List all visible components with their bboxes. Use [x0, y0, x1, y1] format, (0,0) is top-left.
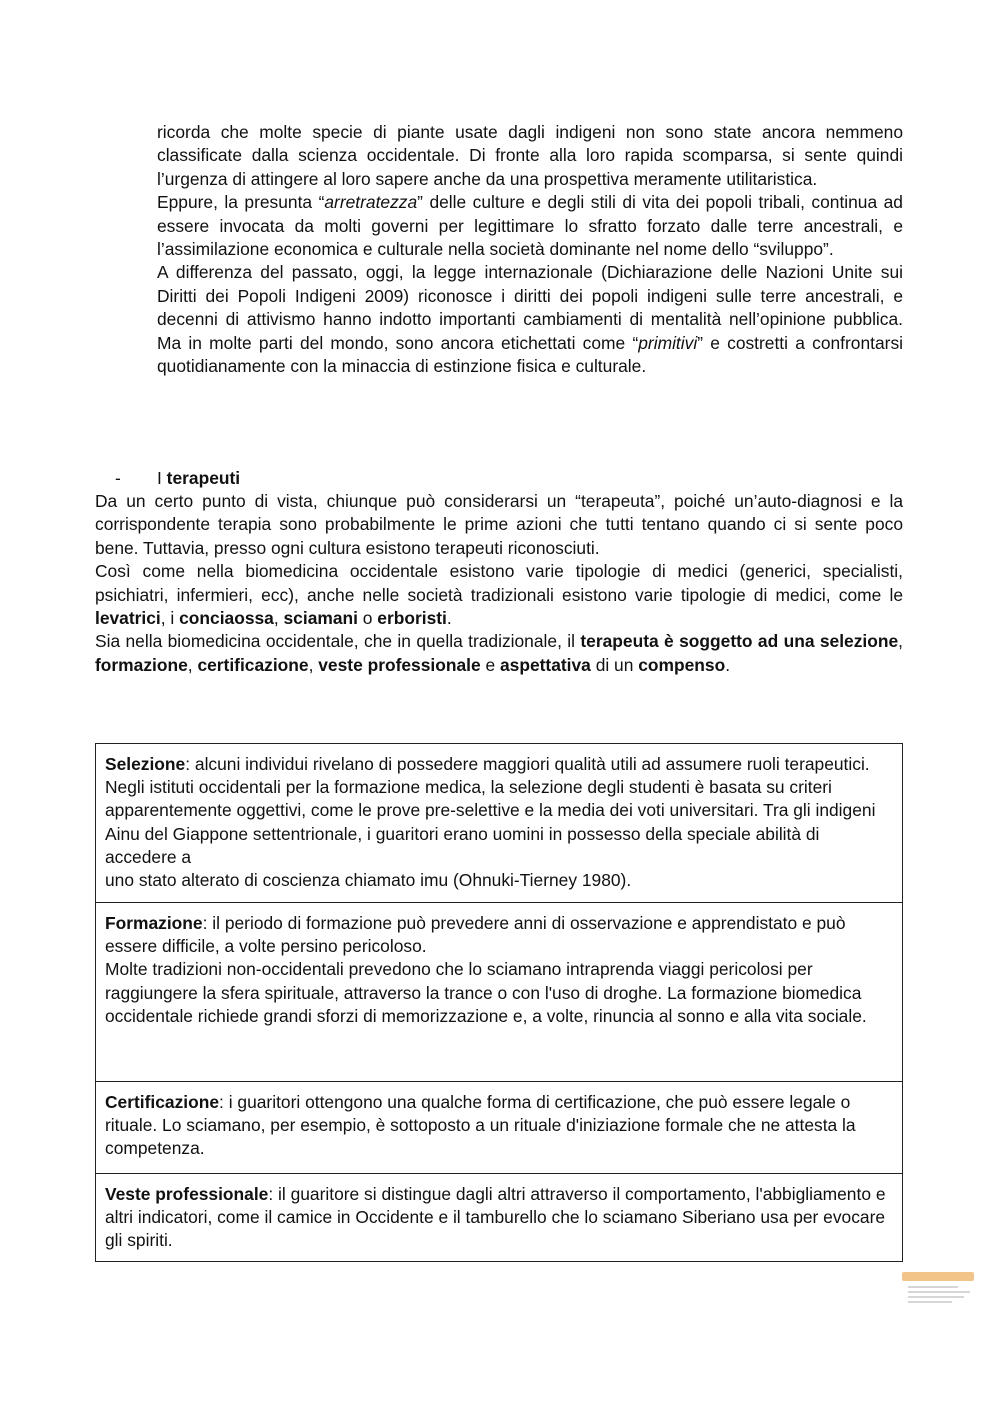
main-section [95, 490, 903, 677]
indented-paragraph-2 [157, 191, 903, 261]
text-span: di un [590, 654, 639, 675]
text-span: A differenza del passato, oggi, la legge internazionale (Dichiarazione delle Nazioni Unite sui Diritti dei Popoli Indigeni 2009) riconosce i diritti dei popoli indigeni sulle terre ancestrali, e decenni di attivismo hanno indotto importanti cambiamenti di mentalità nell’opinione pubblica. Ma in molte parti del mondo, sono ancora etichettati come “ [157, 262, 903, 353]
bold-term: aspettativa [500, 654, 591, 675]
text-span: o [357, 608, 378, 629]
bold-term: veste professionale [318, 654, 481, 675]
main-paragraph-2 [95, 560, 903, 630]
indented-paragraph-3 [157, 261, 903, 378]
bold-term: certificazione [197, 654, 309, 675]
bold-term: formazione [95, 654, 188, 675]
table-cell-selezione [96, 744, 903, 903]
text-span: Sia nella biomedicina occidentale, che in quella tradizionale, il [95, 631, 581, 652]
text-span: ” delle culture e degli stili di vita dei popoli tribali, continua ad essere invocata da molti governi per legittimare lo sfratto forzato dalle terre ancestrali, e l’assimilazione economica e culturale nella società dominante nel nome dello “sviluppo”. [157, 192, 903, 260]
text-span: , i [160, 608, 180, 629]
logo-line [908, 1286, 958, 1288]
text-span: . [446, 608, 452, 629]
text-span: . [725, 654, 731, 675]
text-span: Eppure, la presunta “ [157, 192, 325, 213]
table-cell-certificazione [96, 1082, 903, 1174]
bullet-bold-title: terapeuti [166, 468, 241, 488]
emphasis-primitivi: primitivi [638, 332, 698, 353]
box-text: : alcuni individui rivelano di possedere maggiori qualità utili ad assumere ruoli terapeutici. Negli istituti occidentali per la formazione medica, la selezione degli studenti è basata su criteri apparentemente oggettivi, come le prove pre-selettive e la media dei voti universitari. Tra gli indigeni Ainu del Giappone settentrionale, i guaritori erano uomini in possesso della speciale abilità di accedere a [105, 754, 876, 867]
box-title: Veste professionale [105, 1184, 269, 1204]
logo-bar [902, 1272, 974, 1281]
bold-term: compenso [638, 654, 726, 675]
table-row-formazione [96, 903, 903, 1082]
text-span: , [308, 654, 319, 675]
text-span: e [480, 654, 500, 675]
bold-term: terapeuta è soggetto ad una selezione [580, 631, 899, 652]
indented-section [157, 121, 903, 378]
table-cell-formazione [96, 903, 903, 1082]
bullet-heading [115, 467, 240, 490]
logo-line [908, 1291, 970, 1293]
indented-paragraph-1 [157, 121, 903, 191]
box-title: Certificazione [105, 1092, 220, 1112]
text-span: , [273, 608, 284, 629]
bold-term: levatrici [95, 608, 161, 629]
bullet-prefix: I [157, 468, 167, 488]
terapeuti-table [95, 743, 903, 1262]
table-row-certificazione [96, 1082, 903, 1174]
bold-term: conciaossa [179, 608, 274, 629]
box-text: : il guaritore si distingue dagli altri attraverso il comportamento, l'abbigliamento e altri indicatori, come il camice in Occidente e il tamburello che lo sciamano Siberiano usa per evocare gli spiriti. [105, 1184, 886, 1251]
table-row-selezione [96, 744, 903, 903]
watermark-logo [902, 1272, 974, 1308]
text-span: , [898, 631, 903, 652]
box-title: Selezione [105, 754, 186, 774]
table-cell-veste [96, 1174, 903, 1262]
indented-paragraph-1-text: ricorda che molte specie di piante usate dagli indigeni non sono state ancora nemmeno classificate dalla scienza occidentale. Di fronte alla loro rapida scomparsa, si sente quindi l’urgenza di attingere al loro sapere anche da una prospettiva meramente utilitaristica. [157, 122, 903, 189]
main-paragraph-3 [95, 630, 903, 677]
box-text: uno stato alterato di coscienza chiamato imu (Ohnuki-Tierney 1980). [105, 870, 632, 891]
table-row-veste [96, 1174, 903, 1262]
text-span: Da un certo punto di vista, chiunque può considerarsi un “terapeuta”, poiché un’auto-diagnosi e la corrispondente terapia sono probabilmente le prime azioni che tutti tentano quando ci si sente poco bene. Tuttavia, presso ogni cultura esistono terapeuti riconosciuti. [95, 491, 903, 558]
box-text: Molte tradizioni non-occidentali prevedono che lo sciamano intraprenda viaggi pericolosi per raggiungere la sfera spirituale, attraverso la trance o con l'uso di droghe. La formazione biomedica occidentale richiede grandi sforzi di memorizzazione e, a volte, rinuncia al sonno e alla vita sociale. [105, 959, 867, 1026]
box-text: : il periodo di formazione può prevedere anni di osservazione e apprendistato e può essere difficile, a volte persino pericoloso. [105, 913, 846, 957]
box-title: Formazione [105, 913, 203, 933]
main-paragraph-1 [95, 490, 903, 560]
bold-term: erboristi [377, 608, 447, 629]
logo-line [908, 1296, 964, 1298]
box-text: : i guaritori ottengono una qualche forma di certificazione, che può essere legale o rituale. Lo sciamano, per esempio, è sottoposto a un rituale d'iniziazione formale che ne attesta la competenza. [105, 1092, 856, 1159]
text-span: Così come nella biomedicina occidentale esistono varie tipologie di medici (generici, specialisti, psichiatri, infermieri, ecc), anche nelle società tradizionali esistono varie tipologie di medici, come le [95, 561, 903, 605]
logo-line [908, 1301, 952, 1303]
bullet-dash: - [115, 468, 121, 488]
text-span: ” e costretti a confrontarsi quotidianamente con la minaccia di estinzione fisica e culturale. [157, 332, 903, 377]
text-span: , [187, 654, 198, 675]
emphasis-arretratezza: arretratezza [324, 192, 418, 213]
bold-term: sciamani [283, 608, 358, 629]
